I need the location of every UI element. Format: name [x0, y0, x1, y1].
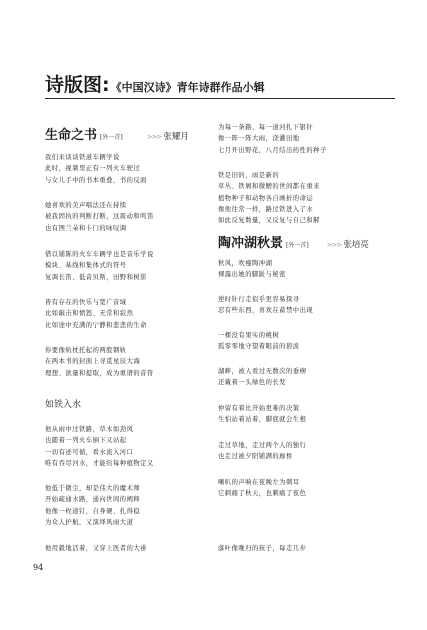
page-number: 94 — [33, 563, 44, 572]
poem-line: 为众人护航，又演绎风雨大道 — [45, 518, 134, 526]
poem-line: 她喜欢的美声唱法还在持续 — [45, 202, 127, 209]
stanza — [45, 345, 154, 379]
title-colon: : — [102, 74, 110, 96]
stanza — [45, 543, 147, 554]
poem-line: 植物种子和动物各自画折的命运 — [218, 194, 314, 202]
poem-line: 他从雨中过铁路，草木如劲风 — [45, 426, 134, 433]
poem-title: 陶冲湖秋景 — [218, 236, 284, 251]
poem-line: 它刺痛了秋天，也刺痛了夜色 — [218, 490, 307, 498]
title-main: 诗版图 — [45, 74, 103, 96]
chevron-icon: >>> — [146, 133, 162, 141]
poem-line: 一棵没有果实的桃树 — [218, 332, 280, 339]
poem-line: 为每一条路、每一道河扎下银针 — [218, 124, 314, 131]
poem-line: 被我固执的判断打断，这震动和鸣笛 — [45, 213, 154, 221]
poem-header-1 — [45, 124, 189, 142]
poet-name: 张耀月 — [163, 132, 189, 142]
poem-line: 皆有存在的快乐与宽广音域 — [45, 299, 127, 306]
stanza — [218, 258, 286, 281]
stanza — [218, 440, 306, 463]
stanza — [45, 297, 147, 331]
stanza — [218, 403, 306, 426]
poem-line: 裸露出她的脚趾与秘密 — [218, 271, 286, 279]
poem-series-tag: [外一首] — [286, 242, 309, 249]
poem-line: 借以铺陈的火车车辆学也是音乐学说 — [45, 251, 154, 258]
poem-line: 草丛、铁屑和微赠的世间都在重来 — [218, 183, 320, 191]
poem-line: 开始疏通水路，通向世间的阐释 — [45, 496, 141, 504]
stanza — [218, 330, 300, 353]
poem-line: 也有图兰朵和卡门的咏叹调 — [45, 224, 127, 232]
poem-line: 我们来谈谈铁道车辆学说 — [45, 154, 120, 161]
poem-line: 孤零零地守望着眼前的碧波 — [218, 343, 300, 351]
poem-line: 模块、基线和集体式的符号 — [45, 262, 127, 270]
title-subtitle: 《中国汉诗》青年诗群作品小辑 — [110, 81, 265, 94]
poem-line: 也随着一列火车倒下又站起 — [45, 437, 127, 445]
stanza — [45, 483, 140, 528]
stanza — [45, 249, 154, 283]
stanza — [218, 477, 306, 500]
poem-line: 一切有迹可循，看水流入河口 — [45, 448, 134, 456]
poem-line: 落叶像晚归的孩子，每走几步 — [218, 545, 307, 552]
stanza — [218, 543, 306, 554]
poem-line: 唯有吞尽河水，才能给每种植物定义 — [45, 459, 154, 467]
poem-line: 他用毅地活着，又穿上医者的大褂 — [45, 545, 147, 552]
stanza — [218, 170, 320, 226]
chevron-icon: >>> — [326, 241, 342, 249]
poem-header-2 — [218, 232, 369, 250]
poem-line: 走过草地，走过两个人的独行 — [218, 442, 307, 449]
poem-line: 此时，视频里正有一列火车驶过 — [45, 165, 141, 173]
poem-line: 仲留有着比开始更难的决策 — [218, 405, 300, 412]
poem-line: 在两本书的封面上寻觅星辰大海 — [45, 358, 141, 366]
poem-line: 与女儿手中的书本重叠，书的反面 — [45, 176, 147, 184]
poem-line: 像一阵一阵大雨，浇灌田地 — [218, 135, 300, 143]
stanza — [45, 152, 147, 186]
poem-line: 如此反复数量，又反复与自己和解 — [218, 217, 320, 225]
poem-line: 生怕站着站着，脚底就会生根 — [218, 416, 307, 424]
poem-line: 理想、欲量和提取，成为重谱的音符 — [45, 369, 154, 377]
poem-line: 还戴着一头绿色的长发 — [218, 379, 286, 387]
poem-line: 他低于微尘，却是伟大的魔术师 — [45, 485, 141, 492]
stanza — [45, 200, 154, 234]
poem-line: 也走过被夕阳铺满的廊桥 — [218, 453, 293, 461]
poet-name: 张培亮 — [343, 240, 369, 250]
poem-subtitle: 如铁入水 — [45, 400, 82, 410]
poem-line: 湖畔，被人看过无数次的垂柳 — [218, 368, 307, 375]
title-divider — [45, 98, 395, 99]
stanza — [218, 366, 306, 389]
poem-line: 像他往常一样，路过铁进入了水 — [218, 205, 314, 213]
page-title — [45, 70, 265, 96]
poem-line: 七月开出野花，八月结出药性的种子 — [218, 146, 327, 154]
poem-line: 比如敲击和愤怒、无常和寂然 — [45, 310, 134, 318]
poem-line: 你要像轨枕托起的两股钢轨 — [45, 347, 127, 354]
poem-line: 忍有些东西，喜欢在蓄禁中出现 — [218, 307, 314, 315]
poem-line: 铁是旧的，雨是新的 — [218, 172, 280, 179]
poem-line: 秋风，吹瘦陶冲湖 — [218, 260, 273, 267]
poem-title: 生命之书 — [45, 128, 98, 143]
poem-line: 喇叭的声响在夜晚左为刺耳 — [218, 479, 300, 486]
poem-line: 复调长笛、低音贝斯，田野和树影 — [45, 273, 147, 281]
poem-series-tag: [外一首] — [100, 134, 123, 141]
poem-line: 逆时针行走似乎更容易探寻 — [218, 296, 300, 303]
poem-line: 比如途中充满的宁静和悲悲的生命 — [45, 321, 147, 329]
stanza — [45, 424, 154, 469]
poem-line: 他像一枚道钉，自身硬、扎得稳 — [45, 507, 141, 515]
stanza — [218, 294, 313, 317]
stanza — [218, 122, 327, 156]
